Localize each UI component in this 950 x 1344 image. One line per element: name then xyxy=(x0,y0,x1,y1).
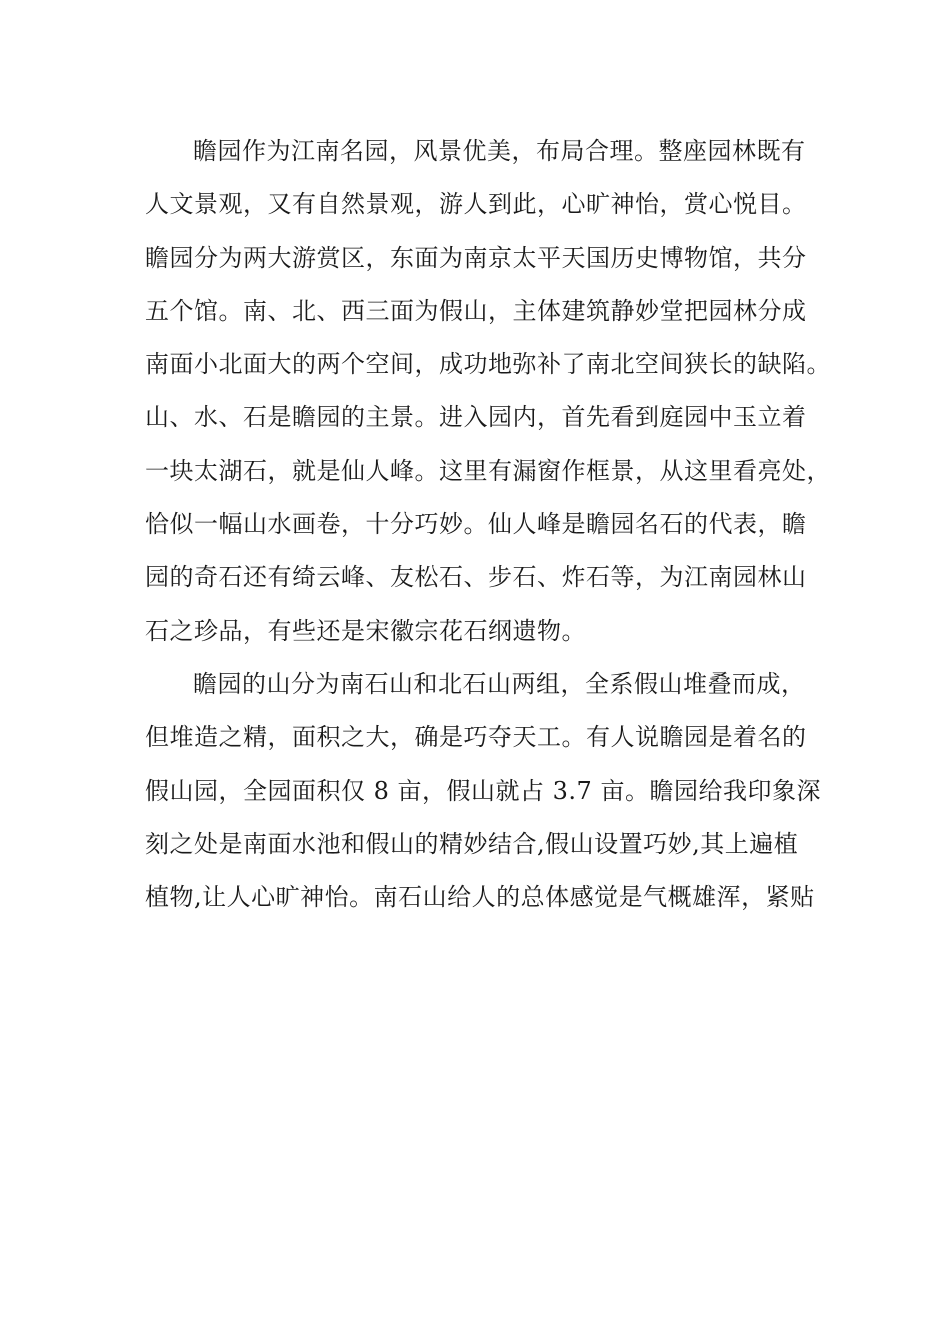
paragraph-2-line-2: 但堆造之精，面积之大，确是巧夺天工。有人说瞻园是着名的 xyxy=(145,723,807,752)
paragraph-2-line-1: 瞻园的山分为南石山和北石山两组，全系假山堆叠而成， xyxy=(193,669,806,698)
paragraph-1-line-6: 山、水、石是瞻园的主景。进入园内，首先看到庭园中玉立着 xyxy=(145,403,807,432)
paragraph-1-line-2: 人文景观，又有自然景观，游人到此，心旷神怡，赏心悦目。 xyxy=(145,190,807,219)
paragraph-2-line-3: 假山园，全园面积仅 8 亩，假山就占 3.7 亩。瞻园给我印象深 xyxy=(145,776,821,805)
paragraph-1-line-4: 五个馆。南、北、西三面为假山，主体建筑静妙堂把园林分成 xyxy=(145,296,807,325)
paragraph-1-line-9: 园的奇石还有绮云峰、友松石、步石、炸石等，为江南园林山 xyxy=(145,563,807,592)
paragraph-2-line-4: 刻之处是南面水池和假山的精妙结合,假山设置巧妙,其上遍植 xyxy=(145,829,799,858)
paragraph-1-line-10: 石之珍品，有些还是宋徽宗花石纲遗物。 xyxy=(145,616,586,645)
paragraph-1-line-7: 一块太湖石，就是仙人峰。这里有漏窗作框景，从这里看亮处， xyxy=(145,456,831,485)
body-text xyxy=(145,129,831,928)
paragraph-1-line-1: 瞻园作为江南名园，风景优美，布局合理。整座园林既有 xyxy=(193,137,806,165)
paragraph-1-line-8: 恰似一幅山水画卷，十分巧妙。仙人峰是瞻园名石的代表，瞻 xyxy=(145,510,807,539)
paragraph-1-line-5: 南面小北面大的两个空间，成功地弥补了南北空间狭长的缺陷。 xyxy=(145,350,831,379)
paragraph-1-line-3: 瞻园分为两大游赏区，东面为南京太平天国历史博物馆，共分 xyxy=(145,243,807,272)
paragraph-2-line-5: 植物,让人心旷神怡。南石山给人的总体感觉是气概雄浑，紧贴 xyxy=(145,883,815,912)
